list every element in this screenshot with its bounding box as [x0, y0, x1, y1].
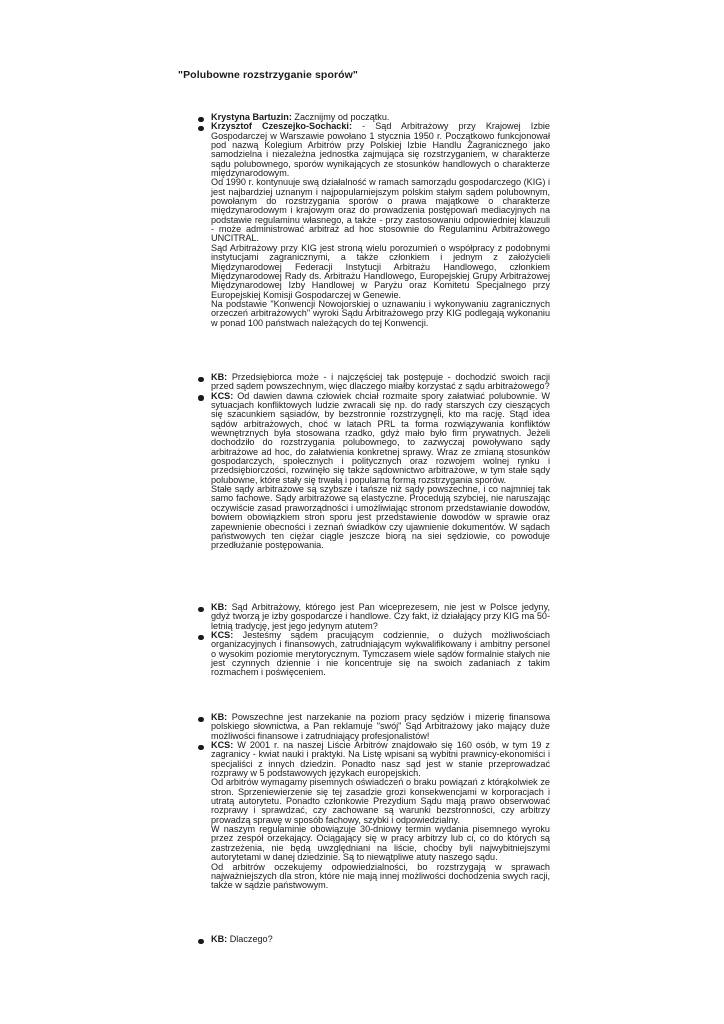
answer-paragraph [211, 244, 550, 300]
paragraph-text: - Sąd Arbitrażowy przy Krajowej Izbie Gospodarczej w Warszawie powołano 1 stycznia 1950 r. Początkowo funkcjonował pod nazwą Kolegium Arbitrów przy Polskiej Izbie Handlu Zagranicznego jako samodzielna i niezależna jednostka zajmująca się rozstrzyganiem, w charakterze sądu polubownego, sporów wynikających ze stosunków handlowych o charakterze międzynarodowym. [211, 121, 550, 179]
speaker-label: KCS: [211, 390, 234, 401]
answer-paragraph [211, 485, 550, 550]
speaker-label: KB: [211, 712, 228, 722]
qa-item [0, 741, 550, 891]
answer-paragraph [211, 863, 550, 891]
speaker-label: Krzysztof Czeszejko-Sochacki: [211, 121, 352, 132]
bullet-icon [198, 117, 204, 123]
qa-group [0, 935, 724, 944]
bullet-icon [198, 635, 204, 641]
qa-item [0, 603, 550, 631]
answer-paragraph [211, 825, 550, 862]
qa-group [0, 603, 724, 678]
answer-paragraph [211, 122, 550, 178]
answer-paragraph [211, 713, 550, 741]
bullet-icon [198, 377, 204, 383]
qa-item [0, 935, 550, 944]
paragraph-text: Sąd Arbitrażowy przy KIG jest stroną wielu porozumień o współpracy z podobnymi instytucjami zagranicznymi, a także członkiem i jednym z założycieli Międzynarodowej Federacji Instytucji Arbitrażu Handlowego, członkiem Międzynarodowej Rady ds. Arbitrażu Handlowego, Europejskiej Grupy Arbitrażowej Międzynarodowej Izby Handlowej w Paryżu oraz Komitetu Specjalnego przy Europejskiej Komisji Gospodarczej w Genewie. [211, 242, 550, 300]
paragraph-text: Dlaczego? [229, 934, 273, 944]
qa-group [0, 713, 724, 891]
answer-paragraph [211, 373, 550, 392]
bullet-icon [198, 745, 204, 751]
speaker-label: KB: [211, 934, 228, 944]
paragraph-text: Przedsiębiorca może - i najczęściej tak postępuje - dochodzić swoich racji przed sądem powszechnym, więc dlaczego miałby korzystać z sądu arbitrażowego? [211, 372, 551, 392]
paragraph-text: Od dawien dawna człowiek chciał rozmaite spory załatwiać polubownie. W sytuacjach konfliktowych ludzie zwracali się np. do rady starszych czy cieszących się szacunkiem sąsiadów, by bezstronnie rozstrzygnęli, kto ma rację. Stąd idea sądów arbitrażowych, choć w latach PRL ta forma rozwiązywania konfliktów wewnętrznych była stosowana rzadko, gdyż mało było firm prywatnych. Jeżeli dochodziło do rozstrzygania polubownego, to zazwyczaj powoływano sądy arbitrażowe ad hoc, do załatwienia konkretnej sprawy. Wraz ze zmianą stosunków gospodarczych, społecznych i politycznych oraz rozwojem wolnej rynku i przedsiębiorczości, rozwinęło się także sądownictwo arbitrażowe, w tym stałe sądy polubowne, które stały się trwałą i popularną formą rozstrzygania sporów. [211, 390, 550, 485]
speaker-label: KCS: [211, 740, 234, 751]
bullet-icon [198, 395, 204, 401]
paragraph-text: Jesteśmy sądem pracującym codziennie, o dużych możliwościach organizacyjnych i finansowych, zatrudniającym wykwalifikowany i ambitny personel o wysokim poziomie merytorycznym. Tymczasem wiele sądów formalnie stałych nie jest czynnych dziennie i nie koncentruje się na swoich zadaniach z takim rozmachem i poświęceniem. [211, 630, 550, 678]
paragraph-text: Od 1990 r. kontynuuje swą działalność w ramach samorządu gospodarczego (KIG) i jest najbardziej uznanym i najpopularniejszym polskim stałym sądem polubownym, powołanym do rozstrzygania sporów o prawa majątkowe o charakterze międzynarodowym i krajowym oraz do prowadzenia postępowań mediacyjnych na podstawie regulaminu własnego, a także - przy zastosowaniu odpowiedniej klauzuli - może administrować arbitraż ad hoc stosownie do Regulaminu Arbitrażowego UNCITRAL. [211, 177, 550, 244]
paragraph-text: Od arbitrów oczekujemy odpowiedzialności, bo rozstrzygają w sprawach najważniejszych dla stron, które nie mają innej możliwości dochodzenia swych racji, także w sądzie państwowym. [211, 861, 550, 891]
bullet-icon [198, 607, 204, 613]
answer-paragraph [211, 631, 550, 678]
speaker-label: KB: [211, 372, 228, 382]
answer-paragraph [211, 778, 550, 825]
answer-paragraph [211, 935, 550, 944]
qa-item [0, 392, 550, 551]
bullet-icon [198, 126, 204, 132]
paragraph-text: Od arbitrów wymagamy pisemnych oświadczeń o braku powiązań z którąkolwiek ze stron. Sprzeniewierzenie się tej zasadzie grozi konsekwencjami w korporacjach i utratą autorytetu. Ponadto członkowie Prezydium Sądu mają prawo obserwować rozprawy i sprawdzać, czy zachowane są warunki bezstronności, czy arbitrzy prowadzą sprawę w sposób fachowy, szybki i odpowiedzialny. [211, 777, 550, 825]
answer-paragraph [211, 741, 550, 778]
paragraph-text: Na podstawie "Konwencji Nowojorskiej o uznawaniu i wykonywaniu zagranicznych orzeczeń arbitrażowych" wyroki Sądu Arbitrażowego przy KIG podlegają wykonaniu w ponad 100 państwach należących do tej Konwencji. [211, 298, 550, 328]
speaker-label: KB: [211, 602, 228, 612]
paragraph-text: Sąd Arbitrażowy, którego jest Pan wiceprezesem, nie jest w Polsce jedyny, gdyż tworzą je izby gospodarcze i handlowe. Czy fakt, iż działający przy KIG ma 50-letnią tradycję, jest jego jedynym atutem? [211, 602, 550, 631]
paragraph-text: Zacznijmy od początku. [294, 112, 390, 122]
bullet-icon [198, 939, 204, 945]
bullet-icon [198, 717, 204, 723]
paragraph-text: W naszym regulaminie obowiązuje 30-dniowy termin wydania pisemnego wyroku przez zespół orzekający. Ociągający się w pracy arbitrzy lub ci, co do których są zastrzeżenia, nie będą uwzględniani na liście, choćby byli najwybitniejszymi autorytetami w danej dziedzinie. Są to niewątpliwe atuty naszego sądu. [211, 824, 550, 863]
qa-item [0, 373, 550, 392]
paragraph-text: Powszechne jest narzekanie na poziom pracy sędziów i mizerię finansowa polskiego słownictwa, a Pan reklamuje "swój" Sąd Arbitrażowy jako mający duże możliwości finansowe i zatrudniający profesjonalistów! [211, 712, 551, 741]
answer-paragraph [211, 178, 550, 243]
qa-group [0, 373, 724, 551]
paragraph-text: W 2001 r. na naszej Liście Arbitrów znajdowało się 160 osób, w tym 19 z zagranicy - kwiat nauki i praktyki. Na Listę wpisani są wybitni prawnicy-ekonomiści i specjaliści z innych dziedzin. Ponadto nasz sąd jest w stanie przeprowadzać rozprawy w 5 podstawowych językach europejskich. [211, 740, 550, 779]
answer-paragraph [211, 603, 550, 631]
paragraph-text: Stałe sądy arbitrażowe są szybsze i tańsze niż sądy powszechne, i co najmniej tak samo fachowe. Sądy arbitrażowe są elastyczne. Procedują szybciej, nie naruszając oczywiście zasad praworządności i umożliwiając stronom przedstawianie dowodów, bowiem obowiązkiem stron sporu jest przedstawienie dowodów w sprawie oraz zapewnienie obecności i zeznań świadków czy ujawnienie dokumentów. W sądach państwowych ten ciężar ciągle jeszcze biorą na siei sędziowie, co powoduje przedłużanie postępowania. [211, 484, 550, 551]
answer-paragraph [211, 392, 550, 485]
speaker-label: KCS: [211, 630, 234, 641]
qa-item [0, 122, 550, 328]
answer-paragraph [211, 300, 550, 328]
qa-item [0, 713, 550, 741]
speaker-label: Krystyna Bartuzin: [211, 112, 292, 122]
document-title: "Polubowne rozstrzyganie sporów" [178, 69, 359, 81]
qa-group [0, 113, 724, 328]
qa-item [0, 631, 550, 678]
